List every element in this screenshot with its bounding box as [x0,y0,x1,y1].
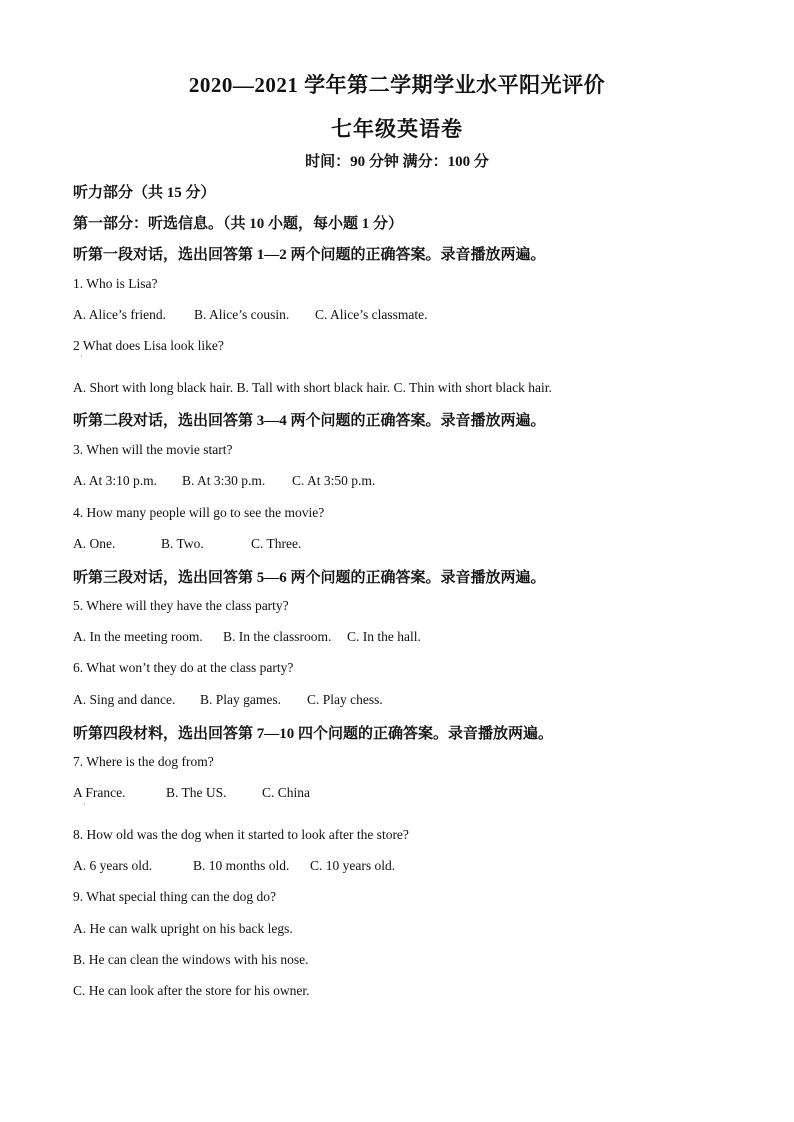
instruction-2: 听第二段对话，选出回答第 3—4 两个问题的正确答案。录音播放两遍。 [73,413,546,429]
option-b: B. Play games. [200,692,281,707]
question-5-options [73,629,421,645]
exam-subtitle: 七年级英语卷 [331,117,463,141]
question-8: 8. How old was the dog when it started to look after the store? [73,827,409,842]
option-c: C. In the hall. [347,629,421,644]
question-9-option-c: C. He can look after the store for his owner. [73,983,310,998]
option-a: A. At 3:10 p.m. [73,473,158,488]
exam-title: 2020—2021 学年第二学期学业水平阳光评价 [188,73,606,97]
question-7: 7. Where is the dog from? [73,754,214,769]
stray-dot-mark: · [83,800,86,809]
question-2-options: A. Short with long black hair. B. Tall with short black hair. C. Thin with short black hair. [73,380,552,395]
option-a: A. Sing and dance. [73,692,176,707]
question-1: 1. Who is Lisa? [73,276,158,291]
question-4-options [73,536,301,552]
option-b: B. In the classroom. [223,629,332,644]
option-a: A France. [73,785,126,800]
question-6-options [73,692,383,708]
option-b: B. At 3:30 p.m. [182,473,266,488]
instruction-1: 听第一段对话，选出回答第 1—2 两个问题的正确答案。录音播放两遍。 [73,247,546,263]
option-c: C. At 3:50 p.m. [292,473,376,488]
exam-meta: 时间：90 分钟 满分：100 分 [305,154,489,170]
question-9-option-a: A. He can walk upright on his back legs. [73,921,293,936]
option-c: C. Three. [251,536,302,551]
question-9-option-b: B. He can clean the windows with his nose. [73,952,309,967]
option-c: C. Alice’s classmate. [315,307,428,322]
option-a: A. 6 years old. [73,858,153,873]
question-3: 3. When will the movie start? [73,442,233,457]
option-a: A. Alice’s friend. [73,307,166,322]
option-b: B. Alice’s cousin. [194,307,290,322]
option-c: C. Play chess. [307,692,383,707]
question-9: 9. What special thing can the dog do? [73,889,276,904]
question-6: 6. What won’t they do at the class party? [73,660,294,675]
question-7-options [73,785,310,801]
question-1-options [73,307,427,323]
question-8-options [73,858,395,874]
option-b: B. 10 months old. [193,858,290,873]
option-a: A. One. [73,536,116,551]
option-a: A. In the meeting room. [73,629,203,644]
question-2: 2 What does Lisa look like? [73,338,224,353]
question-4: 4. How many people will go to see the movie? [73,505,325,520]
question-3-options [73,473,375,489]
question-5: 5. Where will they have the class party? [73,598,289,613]
stray-dot-mark: · [80,352,83,361]
option-b: B. The US. [166,785,227,800]
option-b: B. Two. [161,536,204,551]
option-c: C. 10 years old. [310,858,396,873]
instruction-3: 听第三段对话，选出回答第 5—6 两个问题的正确答案。录音播放两遍。 [73,570,546,586]
part-title: 第一部分：听选信息。（共 10 小题，每小题 1 分） [73,216,404,232]
option-c: C. China [262,785,311,800]
section-title: 听力部分（共 15 分） [73,185,216,201]
instruction-4: 听第四段材料，选出回答第 7—10 四个问题的正确答案。录音播放两遍。 [73,726,554,742]
